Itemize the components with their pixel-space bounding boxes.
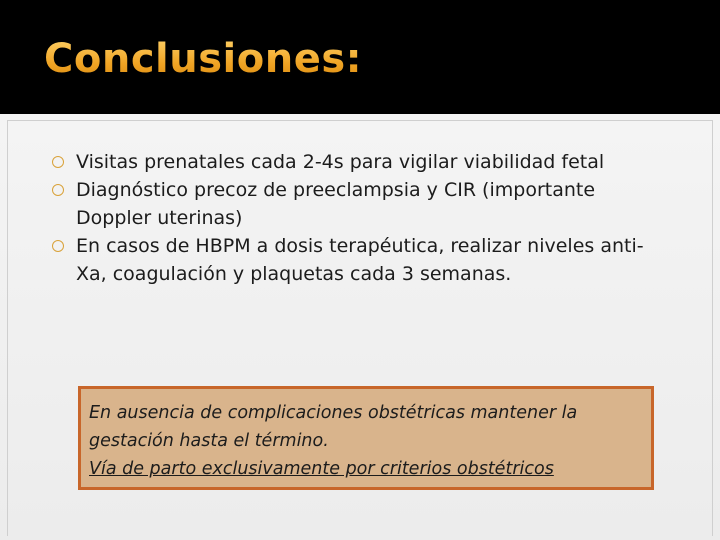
bullet-text: Diagnóstico precoz de preeclampsia y CIR (importante Doppler uterinas) (76, 179, 596, 229)
bullet-list (52, 148, 672, 288)
bullet-item (52, 176, 672, 232)
slide-title: Conclusiones: (44, 36, 363, 82)
hollow-circle-icon (52, 184, 64, 196)
hollow-circle-icon (52, 156, 64, 168)
callout-line-2: gestación hasta el término. (89, 431, 329, 451)
hollow-circle-icon (52, 240, 64, 252)
callout-line-1: En ausencia de complicaciones obstétricas mantener la (89, 403, 578, 423)
bullet-item (52, 148, 672, 176)
bullet-item (52, 232, 672, 288)
bullet-text: En casos de HBPM a dosis terapéutica, realizar niveles anti-Xa, coagulación y plaquetas cada 3 semanas. (76, 235, 644, 285)
title-bar (0, 0, 720, 112)
callout-line-3: Vía de parto exclusivamente por criterios obstétricos (89, 459, 554, 479)
bullet-text: Visitas prenatales cada 2-4s para vigilar viabilidad fetal (76, 151, 605, 173)
conclusion-callout (78, 386, 654, 490)
content-area (0, 114, 720, 540)
